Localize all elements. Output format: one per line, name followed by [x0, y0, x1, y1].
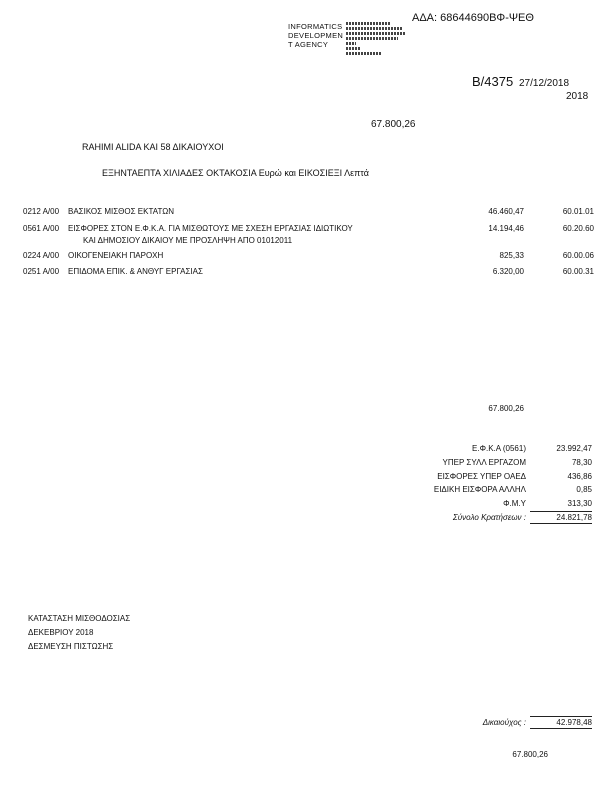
deduction-amount: 0,85	[576, 485, 592, 494]
deduction-label: ΥΠΕΡ ΣΥΛΛ ΕΡΓΑΖΟΜ	[442, 458, 526, 467]
agency-logo	[288, 22, 408, 62]
deduction-amount: 436,86	[567, 472, 592, 481]
line-item-code: 0251 Α/00	[23, 267, 60, 276]
deductions-total-label: Σύνολο Κρατήσεων :	[452, 513, 526, 522]
line-item-account: 60.00.06	[562, 251, 594, 260]
line-item-description: ΕΠΙΔΟΜΑ ΕΠΙΚ. & ΑΝΘΥΓ ΕΡΓΑΣΙΑΣ	[68, 267, 203, 276]
line-item-account: 60.00.31	[562, 267, 594, 276]
line-item-code: 0212 Α/00	[23, 207, 60, 216]
line-item-code: 0561 Α/00	[23, 224, 60, 233]
logo-line-2: DEVELOPMEN	[288, 31, 344, 40]
total-amount-top: 67.800,26	[371, 119, 416, 130]
line-item-description: ΕΙΣΦΟΡΕΣ ΣΤΟΝ Ε.Φ.Κ.Α. ΓΙΑ ΜΙΣΘΩΤΟΥΣ ΜΕ ΣΧΕΣΗ ΕΡΓΑΣΙΑΣ ΙΔΙΩΤΙΚΟΥ	[68, 224, 353, 233]
line-item-amount: 6.320,00	[492, 267, 524, 276]
footer-line-1: ΚΑΤΑΣΤΑΣΗ ΜΙΣΘΟΔΟΣΙΑΣ	[28, 614, 131, 623]
subtotal-amount: 67.800,26	[488, 404, 524, 413]
ada-code: ΑΔΑ: 68644690ΒΦ-ΨΕΘ	[412, 12, 534, 24]
document-number: Β/4375	[472, 74, 514, 89]
deduction-label: ΕΙΔΙΚΗ ΕΙΣΦΟΡΑ ΑΛΛΗΛ	[433, 485, 526, 494]
net-amount: 42.978,48	[530, 716, 592, 729]
deduction-amount: 23.992,47	[556, 444, 592, 453]
line-item-description: ΒΑΣΙΚΟΣ ΜΙΣΘΟΣ ΕΚΤΑΤΩΝ	[68, 207, 174, 216]
line-item-account: 60.20.60	[562, 224, 594, 233]
document-year: 2018	[566, 91, 589, 102]
deduction-amount: 78,30	[571, 458, 592, 467]
deduction-amount: 313,30	[567, 499, 592, 508]
logo-line-1: INFORMATICS	[288, 22, 343, 31]
line-item-code: 0224 Α/00	[23, 251, 60, 260]
line-item-amount: 14.194,46	[488, 224, 524, 233]
deduction-label: Φ.Μ.Υ	[503, 499, 526, 508]
line-item-description-cont: ΚΑΙ ΔΗΜΟΣΙΟΥ ΔΙΚΑΙΟΥ ΜΕ ΠΡΟΣΛΗΨΗ ΑΠΟ 01012011	[83, 236, 293, 245]
amount-in-words: ΕΞΗΝΤΑΕΠΤΑ ΧΙΛΙΑΔΕΣ ΟΚΤΑΚΟΣΙΑ Ευρώ και ΕΙΚΟΣΙΕΞΙ Λεπτά	[102, 168, 369, 178]
logo-fine-print	[346, 22, 406, 55]
line-item-account: 60.01.01	[562, 207, 594, 216]
line-item-amount: 46.460,47	[488, 207, 524, 216]
final-total: 67.800,26	[512, 750, 548, 759]
beneficiary: RAHIMI ALIDA ΚΑΙ 58 ΔΙΚΑΙΟΥΧΟΙ	[82, 142, 224, 152]
deduction-label: ΕΙΣΦΟΡΕΣ ΥΠΕΡ ΟΑΕΔ	[437, 472, 526, 481]
deduction-label: Ε.Φ.Κ.Α (0561)	[472, 444, 526, 453]
line-item-description: ΟΙΚΟΓΕΝΕΙΑΚΗ ΠΑΡΟΧΗ	[68, 251, 164, 260]
deductions-total-amount: 24.821,78	[530, 511, 592, 524]
footer-line-3: ΔΕΣΜΕΥΣΗ ΠΙΣΤΩΣΗΣ	[28, 642, 114, 651]
footer-line-2: ΔΕΚΕΒΡΙΟΥ 2018	[28, 628, 94, 637]
document-date: 27/12/2018	[519, 78, 570, 89]
net-label: Δικαιούχος :	[482, 718, 526, 727]
logo-line-3: T AGENCY	[288, 40, 329, 49]
line-item-amount: 825,33	[499, 251, 524, 260]
